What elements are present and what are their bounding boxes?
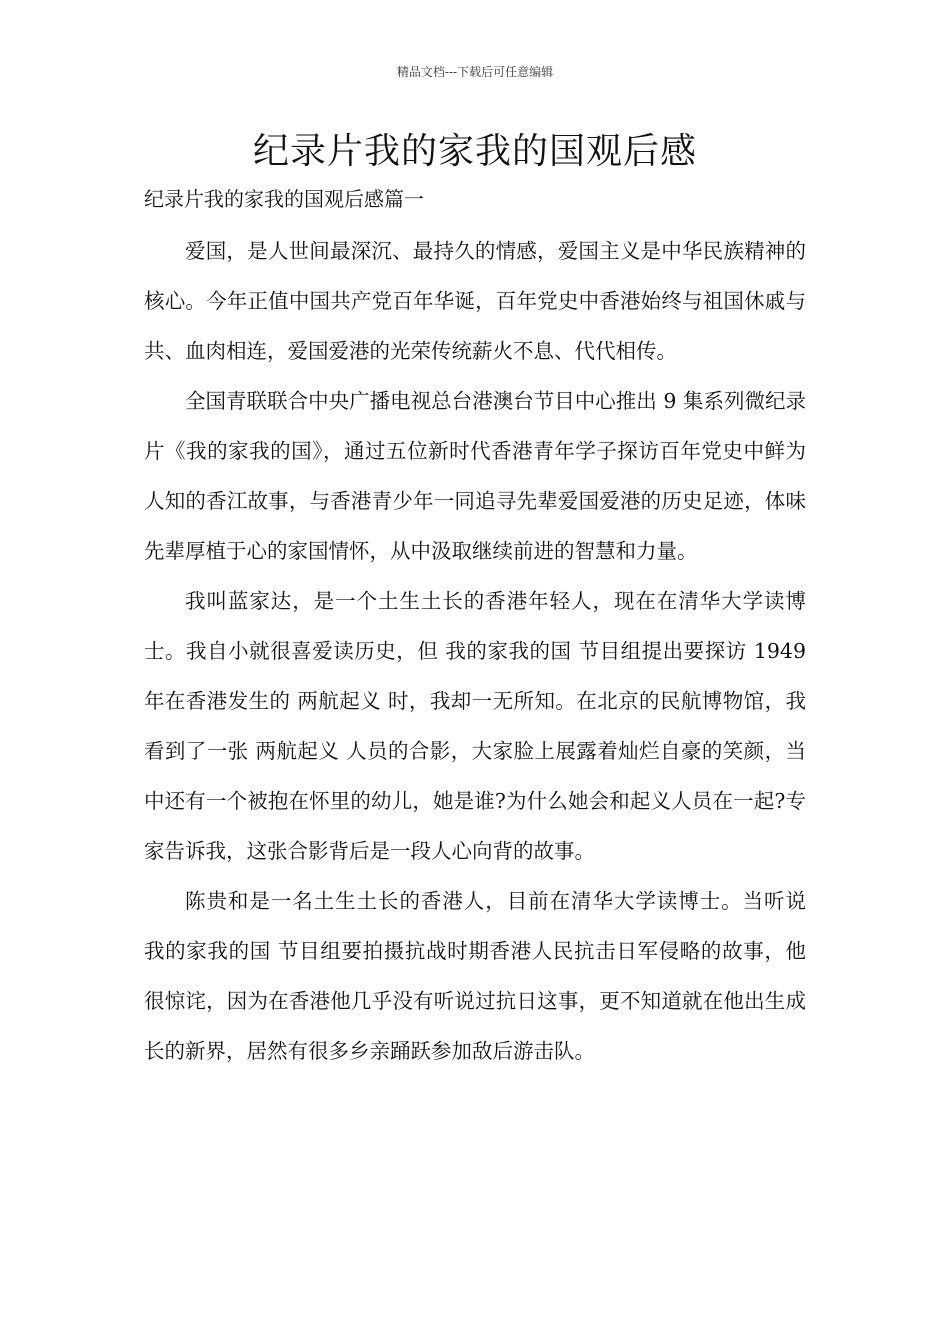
document-body: [144, 226, 806, 1076]
paragraph: 我叫蓝家达，是一个土生土长的香港年轻人，现在在清华大学读博士。我自小就很喜爱读历史，但 我的家我的国 节目组提出要探访 1949 年在香港发生的 两航起义 时，我却一无所知。在北京的民航博物馆，我看到了一张 两航起义 人员的合影，大家脸上展露着灿烂自豪的笑颜，当中还有一个被抱在怀里的幼儿，她是谁?为什么她会和起义人员在一起?专家告诉我，这张合影背后是一段人心向背的故事。: [144, 589, 806, 863]
paragraph: 全国青联联合中央广播电视总台港澳台节目中心推出 9 集系列微纪录片《我的家我的国》，通过五位新时代香港青年学子探访百年党史中鲜为人知的香江故事，与香港青少年一同追寻先辈爱国爱港的历史足迹，体味先辈厚植于心的家国情怀，从中汲取继续前进的智慧和力量。: [144, 389, 806, 563]
paragraph: 陈贵和是一名土生土长的香港人，目前在清华大学读博士。当听说 我的家我的国 节目组要拍摄抗战时期香港人民抗击日军侵略的故事，他很惊诧，因为在香港他几乎没有听说过抗日这事，更不知道就在他出生成长的新界，居然有很多乡亲踊跃参加敌后游击队。: [144, 889, 806, 1063]
document-title: 纪录片我的家我的国观后感: [252, 131, 697, 172]
paragraph: 爱国，是人世间最深沉、最持久的情感，爱国主义是中华民族精神的核心。今年正值中国共产党百年华诞，百年党史中香港始终与祖国休戚与共、血肉相连，爱国爱港的光荣传统薪火不息、代代相传。: [144, 239, 806, 363]
section-heading: 纪录片我的家我的国观后感篇一: [144, 187, 424, 211]
page-header: 精品文档---下载后可任意编辑: [396, 65, 554, 79]
